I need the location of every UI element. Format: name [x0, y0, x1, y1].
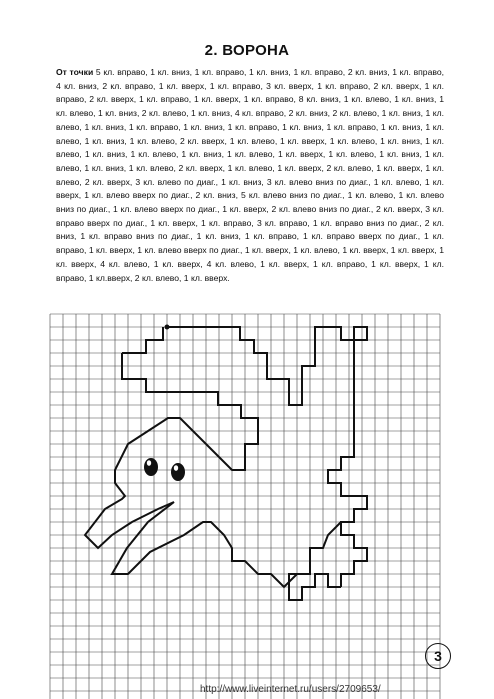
crow-eye-right	[171, 463, 185, 481]
start-dot	[165, 325, 170, 330]
crow-drawing	[85, 327, 367, 600]
instructions-lead: От точки	[56, 67, 94, 77]
page-number: 3	[425, 643, 451, 669]
footer-url: http://www.liveinternet.ru/users/2709653/	[200, 684, 381, 695]
crow-eye-right-highlight	[174, 465, 178, 471]
instructions-body: 5 кл. вправо, 1 кл. вниз, 1 кл. вправо, 1 кл. вниз, 1 кл. вправо, 2 кл. вниз, 1 кл. вправо, 4 кл. вниз, 2 кл. вправо, 1 кл. вверх, 1 кл. вправо, 3 кл. вверх, 1 кл. вправо, 2 кл. вверх, 1 кл. вправо, 2 кл. вверх, 1 кл. вправо, 1 кл. вверх, 1 кл. вправо, 8 кл. вниз, 1 кл. влево, 1 кл. вниз, 1 кл. влево, 1 кл. вниз, 2 кл. влево, 1 кл. вниз, 4 кл. вправо, 2 кл. вниз, 2 кл. влево, 1 кл. вниз, 1 кл. влево, 1 кл. вниз, 1 кл. вправо, 1 кл. вниз, 1 кл. вправо, 1 кл. вниз, 1 кл. вправо, 1 кл. вниз, 1 кл. влево, 1 кл. вниз, 1 кл. влево, 2 кл. вверх, 1 кл. влево, 1 кл. вверх, 1 кл. влево, 1 кл. вниз, 1 кл. влево, 1 кл. вниз, 1 кл. влево, 1 кл. вниз, 1 кл. влево, 1 кл. вверх, 1 кл. влево, 1 кл. вниз, 1 кл. влево, 1 кл. вниз, 1 кл. влево, 2 кл. вверх, 1 кл. влево, 1 кл. вверх, 2 кл. влево, 1 кл. вверх, 1 кл. влево, 2 кл. вверх, 3 кл. влево по диаг., 1 кл. вниз, 3 кл. влево вниз по диаг., 1 кл. влево, 1 кл. вверх, 1 кл. влево вверх по диаг., 2 кл. вниз, 5 кл. влево вниз по диаг., 1 кл. влево, 1 кл. влево вниз по диаг., 1 кл. влево вверх по диаг., 1 кл. вверх, 2 кл. влево вниз по диаг., 2 кл. вверх, 3 кл. вправо вверх по диаг., 1 кл. вверх, 1 кл. вправо, 3 кл. вправо, 1 кл. вправо вниз по диаг., 2 кл. вниз, 1 кл. вправо вниз по диаг., 1 кл. вниз, 1 кл. вправо, 1 кл. вправо вверх по диаг., 1 кл. вправо, 1 кл. вверх, 1 кл. влево вверх по диаг., 1 кл. вверх, 1 кл. влево, 1 кл. вверх, 1 кл. вверх, 1 кл. вверх, 4 кл. влево, 1 кл. вверх, 4 кл. влево, 1 кл. вверх, 1 кл. вправо, 1 кл. вверх, 1 кл. вправо, 1 кл.вверх, 2 кл. влево, 1 кл. вверх.	[56, 67, 444, 283]
crow-eye-left	[144, 458, 158, 476]
crow-eye-left-highlight	[147, 460, 151, 466]
page-title: 2. ВОРОНА	[204, 42, 290, 59]
